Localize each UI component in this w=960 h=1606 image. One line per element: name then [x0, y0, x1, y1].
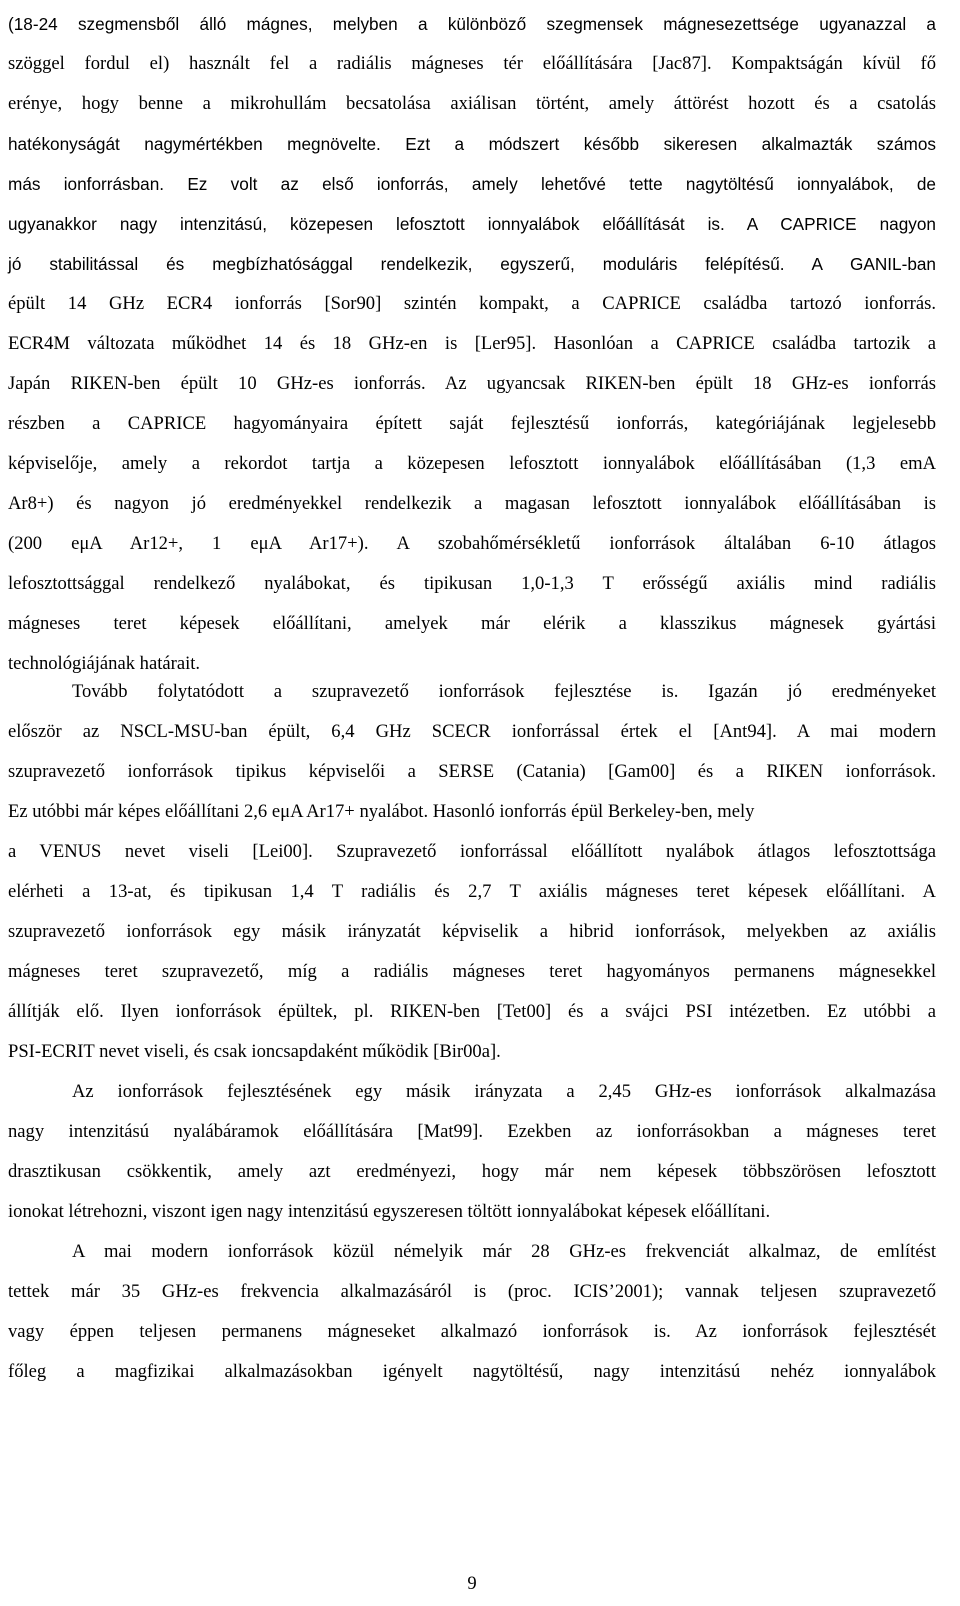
- text-line: Tovább folytatódott a szupravezető ionforrások fejlesztése is. Igazán jó eredményeket: [72, 681, 936, 702]
- text-line: állítják elő. Ilyen ionforrások épültek, pl. RIKEN-ben [Tet00] és a svájci PSI intézetben. Ez utóbbi a: [8, 1001, 936, 1022]
- text-line: PSI-ECRIT nevet viseli, és csak ioncsapdaként működik [Bir00a].: [8, 1041, 501, 1062]
- text-line: Ez utóbbi már képes előállítani 2,6 eμA Ar17+ nyalábot. Hasonló ionforrás épül Berkeley-ben, mely: [8, 801, 755, 822]
- paragraph: [8, 1072, 936, 1232]
- text-line: lefosztottsággal rendelkező nyalábokat, és tipikusan 1,0-1,3 T erősségű axiális mind radiális: [8, 573, 936, 594]
- text-line: ugyanakkor nagy intenzitású, közepesen lefosztott ionnyalábok előállítását is. A CAPRICE nagyon: [8, 214, 936, 234]
- text-line: Japán RIKEN-ben épült 10 GHz-es ionforrás. Az ugyancsak RIKEN-ben épült 18 GHz-es ionforrás: [8, 373, 936, 394]
- text-line: Ar8+) és nagyon jó eredményekkel rendelkezik a magasan lefosztott ionnyalábok előállításában is: [8, 493, 936, 514]
- text-line: elérheti a 13-at, és tipikusan 1,4 T radiális és 2,7 T axiális mágneses teret képesek előállítani. A: [8, 881, 936, 902]
- text-line: (200 eμA Ar12+, 1 eμA Ar17+). A szobahőmérsékletű ionforrások általában 6-10 átlagos: [8, 533, 936, 554]
- text-line: épült 14 GHz ECR4 ionforrás [Sor90] szintén kompakt, a CAPRICE családba tartozó ionforrás.: [8, 293, 936, 314]
- paragraph: [8, 1232, 936, 1392]
- text-line: erénye, hogy benne a mikrohullám becsatolása axiálisan történt, amely áttörést hozott és a csatolás: [8, 93, 936, 114]
- text-line: vagy éppen teljesen permanens mágneseket alkalmazó ionforrások is. Az ionforrások fejlesztését: [8, 1321, 936, 1342]
- page-number: 9: [467, 1573, 477, 1594]
- text-line: (18-24 szegmensből álló mágnes, melyben a különböző szegmensek mágnesezettsége ugyanazzal a: [8, 14, 936, 34]
- text-line: tettek már 35 GHz-es frekvencia alkalmazásáról is (proc. ICIS’2001); vannak teljesen szupravezető: [8, 1281, 936, 1302]
- text-line: jó stabilitással és megbízhatósággal rendelkezik, egyszerű, moduláris felépítésű. A GANIL-ban: [8, 254, 936, 274]
- text-line: drasztikusan csökkentik, amely azt eredményezi, hogy már nem képesek többszörösen lefosztott: [8, 1161, 936, 1182]
- text-line: hatékonyságát nagymértékben megnövelte. Ezt a módszert később sikeresen alkalmazták számos: [8, 134, 936, 154]
- text-line: technológiájának határait.: [8, 653, 201, 674]
- text-line: a VENUS nevet viseli [Lei00]. Szupravezető ionforrással előállított nyalábok átlagos lefosztottsága: [8, 841, 936, 862]
- text-line: szöggel fordul el) használt fel a radiális mágneses tér előállítására [Jac87]. Kompaktságán kívül fő: [8, 53, 936, 74]
- text-line: mágneses teret képesek előállítani, amelyek már elérik a klasszikus mágnesek gyártási: [8, 613, 936, 634]
- text-line: A mai modern ionforrások közül némelyik már 28 GHz-es frekvenciát alkalmaz, de említést: [72, 1241, 936, 1262]
- text-line: mágneses teret szupravezető, míg a radiális mágneses teret hagyományos permanens mágnesekkel: [8, 961, 936, 982]
- text-line: más ionforrásban. Ez volt az első ionforrás, amely lehetővé tette nagytöltésű ionnyalábok, de: [8, 174, 936, 194]
- text-line: először az NSCL-MSU-ban épült, 6,4 GHz SCECR ionforrással értek el [Ant94]. A mai modern: [8, 721, 936, 742]
- text-line: ECR4M változata működhet 14 és 18 GHz-en is [Ler95]. Hasonlóan a CAPRICE családba tartozik a: [8, 333, 936, 354]
- paragraph: [8, 4, 936, 684]
- text-line: ionokat létrehozni, viszont igen nagy intenzitású egyszeresen töltött ionnyalábokat képesek előállítani.: [8, 1201, 771, 1222]
- text-line: szupravezető ionforrások tipikus képviselői a SERSE (Catania) [Gam00] és a RIKEN ionforrások.: [8, 761, 936, 782]
- text-line: képviselője, amely a rekordot tartja a közepesen lefosztott ionnyalábok előállításában (1,3 emA: [8, 453, 936, 474]
- text-line: nagy intenzitású nyalábáramok előállítására [Mat99]. Ezekben az ionforrásokban a mágneses teret: [8, 1121, 936, 1142]
- text-line: Az ionforrások fejlesztésének egy másik irányzata a 2,45 GHz-es ionforrások alkalmazása: [72, 1081, 936, 1102]
- text-line: szupravezető ionforrások egy másik irányzatát képviselik a hibrid ionforrások, melyekben az axiális: [8, 921, 936, 942]
- text-line: főleg a magfizikai alkalmazásokban igényelt nagytöltésű, nagy intenzitású nehéz ionnyalábok: [8, 1361, 936, 1382]
- paragraph: [8, 672, 936, 1072]
- text-line: részben a CAPRICE hagyományaira épített saját fejlesztésű ionforrás, kategóriájának legjelesebb: [8, 413, 936, 434]
